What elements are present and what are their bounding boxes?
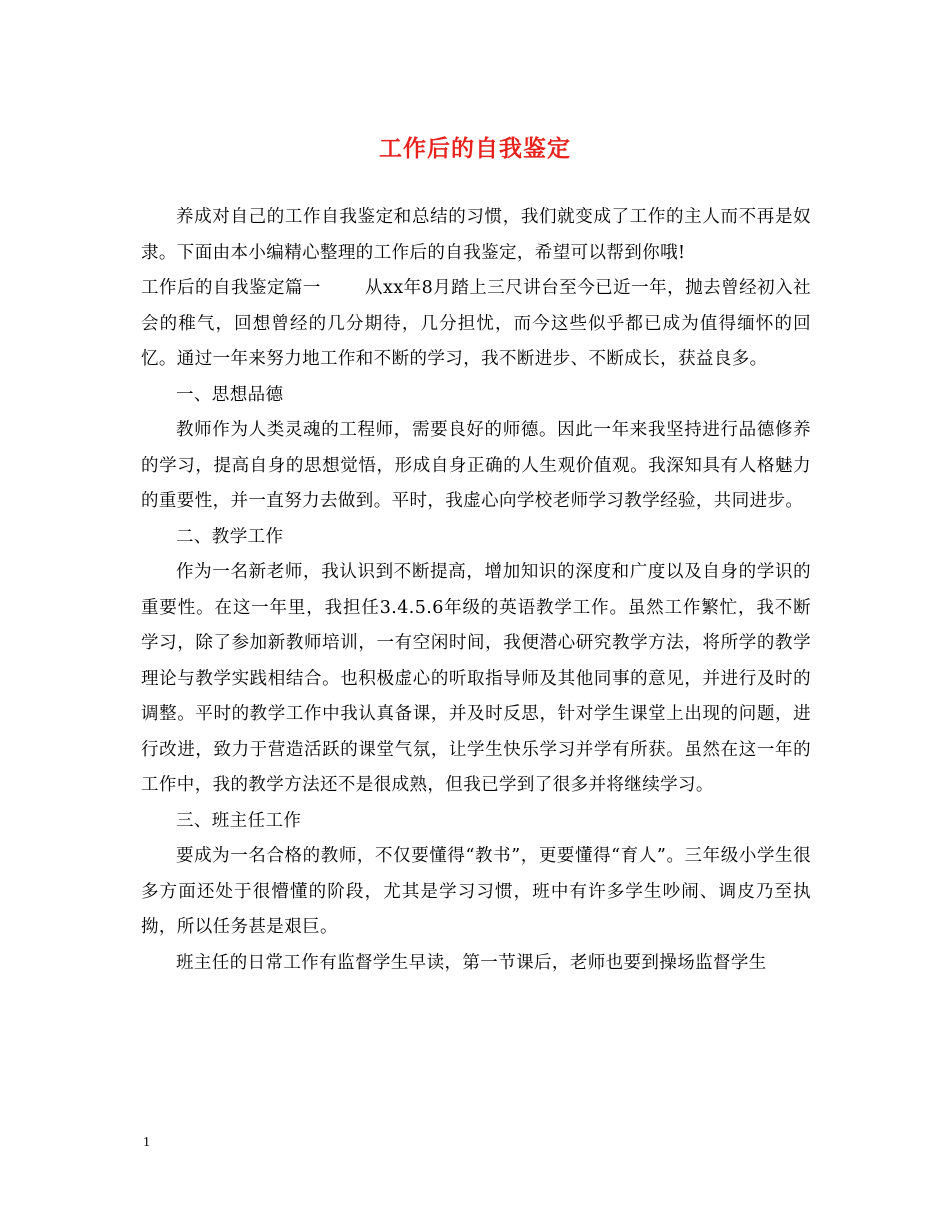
paragraph-class-teacher: 要成为一名合格的教师，不仅要懂得“教书”，更要懂得“育人”。三年级小学生很多方面还处于很懵懂的阶段，尤其是学习习惯，班中有许多学生吵闹、调皮乃至执拗，所以任务甚是艰巨。 <box>141 846 811 937</box>
page-title: 工作后的自我鉴定 <box>379 135 571 162</box>
heading-teaching: 二、教学工作 <box>176 526 284 547</box>
section-start-text: 从xx年8月踏上三尺讲台至今已近一年，抛去曾经初入社会的稚气，回想曾经的几分期待，几分担忧，而今这些似乎都已成为值得缅怀的回忆。通过一年来努力地工作和不断的学习，我不断进步、不断成长，获益良多。 <box>141 278 811 369</box>
paragraph-moral: 教师作为人类灵魂的工程师，需要良好的师德。因此一年来我坚持进行品德修养的学习，提高自身的思想觉悟，形成自身正确的人生观价值观。我深知具有人格魅力的重要性，并一直努力去做到。平时，我虚心向学校老师学习教学经验，共同进步。 <box>141 420 811 511</box>
document-body <box>141 200 811 981</box>
heading-moral: 一、思想品德 <box>176 384 284 405</box>
intro-paragraph: 养成对自己的工作自我鉴定和总结的习惯，我们就变成了工作的主人而不再是奴隶。下面由本小编精心整理的工作后的自我鉴定，希望可以帮到你哦! <box>141 207 811 263</box>
section-label: 工作后的自我鉴定篇一 <box>141 278 321 298</box>
page-number: 1 <box>143 1135 150 1150</box>
section-paragraph <box>141 271 811 378</box>
paragraph-daily-work: 班主任的日常工作有监督学生早读，第一节课后，老师也要到操场监督学生 <box>176 952 767 973</box>
heading-class-teacher: 三、班主任工作 <box>176 810 302 831</box>
paragraph-teaching: 作为一名新老师，我认识到不断提高，增加知识的深度和广度以及自身的学识的重要性。在这一年里，我担任3.4.5.6年级的英语教学工作。虽然工作繁忙，我不断学习，除了参加新教师培训，一有空闲时间，我便潜心研究教学方法，将所学的教学理论与教学实践相结合。也积极虚心的听取指导师及其他同事的意见，并进行及时的调整。平时的教学工作中我认真备课，并及时反思，针对学生课堂上出现的问题，进行改进，致力于营造活跃的课堂气氛，让学生快乐学习并学有所获。虽然在这一年的工作中，我的教学方法还不是很成熟，但我已学到了很多并将继续学习。 <box>141 562 811 795</box>
